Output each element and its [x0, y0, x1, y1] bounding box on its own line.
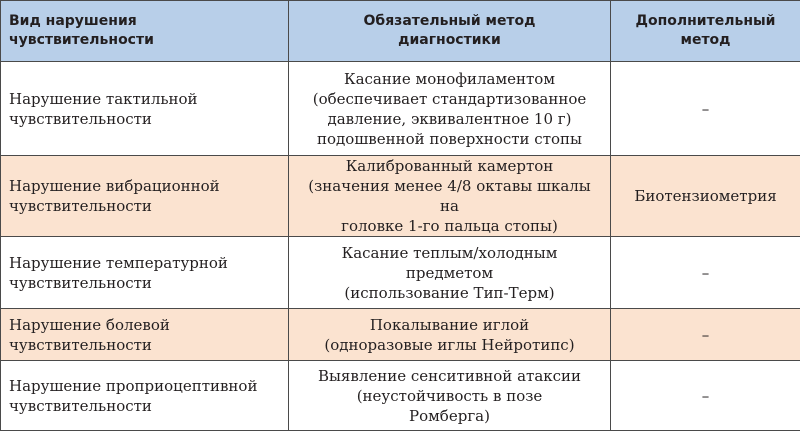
header-text: метод	[619, 31, 792, 50]
cell-text: (значения менее 4/8 октавы шкалы на	[297, 176, 602, 216]
cell-text: Касание теплым/холодным	[297, 243, 602, 263]
table-row	[1, 62, 800, 156]
cell-text: (неустойчивость в позе	[297, 386, 602, 406]
cell-text: Нарушение проприоцептивной	[9, 376, 280, 396]
cell-text: чувствительности	[9, 273, 280, 293]
header-violation-type	[1, 1, 289, 62]
header-text: Обязательный метод	[297, 12, 602, 31]
header-text: диагностики	[297, 31, 602, 50]
mandatory-method-cell	[289, 156, 611, 237]
violation-type-cell	[1, 309, 289, 361]
table-header	[1, 1, 800, 62]
table-row	[1, 361, 800, 431]
additional-method-cell: –	[611, 62, 800, 156]
cell-text: Нарушение температурной	[9, 253, 280, 273]
cell-text: Нарушение болевой	[9, 315, 280, 335]
cell-text: чувствительности	[9, 109, 280, 129]
violation-type-cell	[1, 62, 289, 156]
additional-method-cell: Биотензиометрия	[611, 156, 800, 237]
header-additional-method	[611, 1, 800, 62]
cell-text: предметом	[297, 263, 602, 283]
cell-text: чувствительности	[9, 396, 280, 416]
cell-text: Ромберга)	[297, 406, 602, 426]
cell-text: чувствительности	[9, 335, 280, 355]
additional-method-cell: –	[611, 237, 800, 309]
cell-text: (обеспечивает стандартизованное	[297, 89, 602, 109]
mandatory-method-cell	[289, 361, 611, 431]
header-text: Дополнительный	[619, 12, 792, 31]
additional-method-cell: –	[611, 361, 800, 431]
table-row	[1, 156, 800, 237]
header-row	[1, 1, 800, 62]
cell-text: Выявление сенситивной атаксии	[297, 366, 602, 386]
mandatory-method-cell	[289, 309, 611, 361]
cell-text: Нарушение вибрационной	[9, 176, 280, 196]
cell-text: (одноразовые иглы Нейротипс)	[297, 335, 602, 355]
cell-text: Калиброванный камертон	[297, 156, 602, 176]
header-mandatory-method	[289, 1, 611, 62]
header-text: чувствительности	[9, 31, 280, 50]
violation-type-cell	[1, 361, 289, 431]
table-body	[1, 62, 800, 431]
mandatory-method-cell	[289, 237, 611, 309]
cell-text: головке 1-го пальца стопы)	[297, 216, 602, 236]
violation-type-cell	[1, 156, 289, 237]
cell-text: давление, эквивалентное 10 г)	[297, 109, 602, 129]
cell-text: подошвенной поверхности стопы	[297, 129, 602, 149]
cell-text: Покалывание иглой	[297, 315, 602, 335]
table-row	[1, 237, 800, 309]
header-text: Вид нарушения	[9, 12, 280, 31]
additional-method-cell: –	[611, 309, 800, 361]
cell-text: Нарушение тактильной	[9, 89, 280, 109]
violation-type-cell	[1, 237, 289, 309]
cell-text: Касание монофиламентом	[297, 69, 602, 89]
mandatory-method-cell	[289, 62, 611, 156]
table-row	[1, 309, 800, 361]
cell-text: чувствительности	[9, 196, 280, 216]
cell-text: (использование Тип-Терм)	[297, 283, 602, 303]
